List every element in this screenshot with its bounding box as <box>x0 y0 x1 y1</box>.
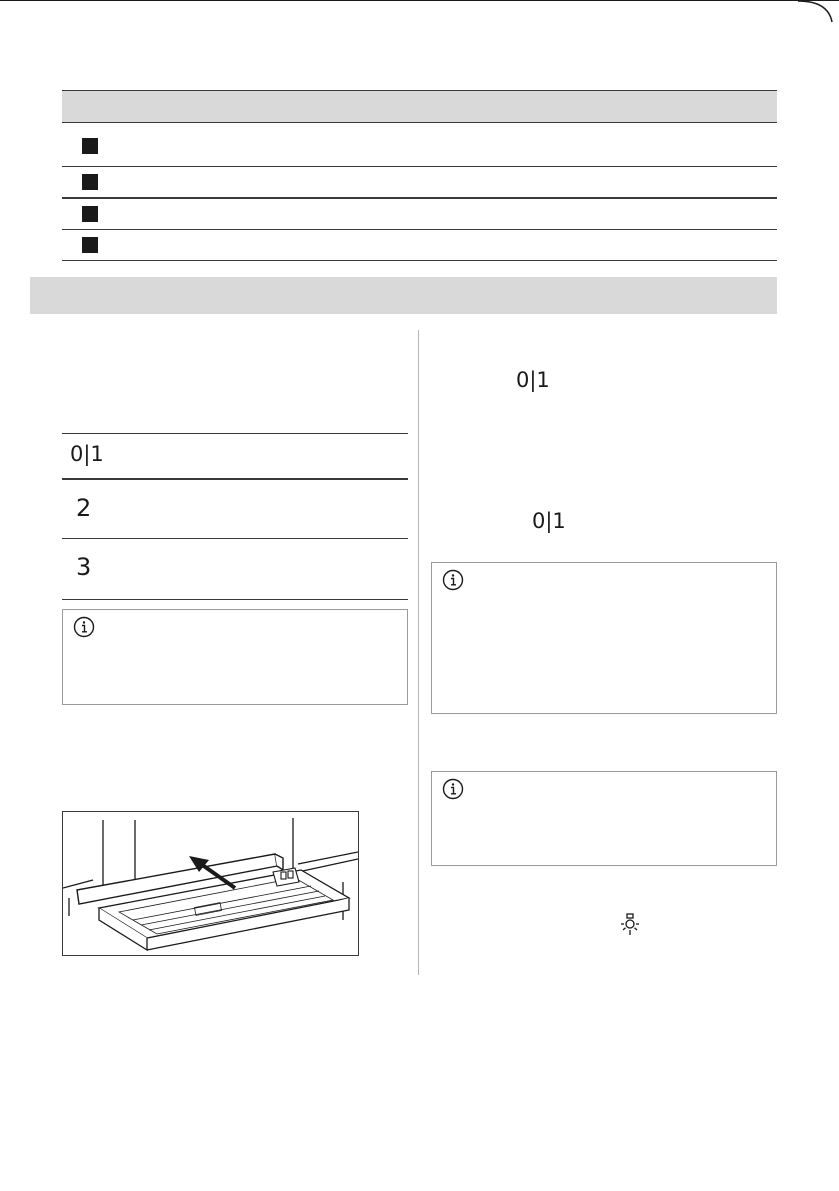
mode-table <box>62 433 408 600</box>
top-rule <box>0 0 839 1</box>
info-box-right-1 <box>431 562 777 714</box>
item-marker-square <box>82 138 98 154</box>
section-heading-bar <box>30 277 777 314</box>
table-row <box>62 230 777 261</box>
speed-3-symbol: 3 <box>76 553 92 581</box>
speed-2-symbol: 2 <box>76 494 92 522</box>
light-icon <box>618 913 642 937</box>
item-marker-square <box>82 206 98 222</box>
page-corner-mark <box>798 0 838 24</box>
info-icon <box>442 569 464 591</box>
mode-row-speed-2 <box>62 478 408 538</box>
info-box-right-2 <box>431 771 777 866</box>
table-header <box>62 90 777 123</box>
table-row <box>62 123 777 167</box>
info-icon <box>442 778 464 800</box>
info-box-left <box>62 609 408 705</box>
component-table <box>62 90 777 261</box>
mode-row-on-off <box>62 433 408 478</box>
hood-illustration <box>62 811 359 956</box>
table-row <box>62 167 777 199</box>
item-marker-square <box>82 237 98 253</box>
mode-row-speed-3 <box>62 538 408 599</box>
mode-table-bottom-rule <box>62 599 408 600</box>
on-off-symbol: 0|1 <box>70 442 104 466</box>
on-off-symbol-inline: 0|1 <box>532 509 566 533</box>
item-marker-square <box>82 174 98 190</box>
hood-drawing <box>63 812 358 955</box>
on-off-symbol-inline: 0|1 <box>516 368 550 392</box>
column-divider <box>418 330 419 975</box>
table-row <box>62 199 777 230</box>
info-icon <box>73 616 95 638</box>
